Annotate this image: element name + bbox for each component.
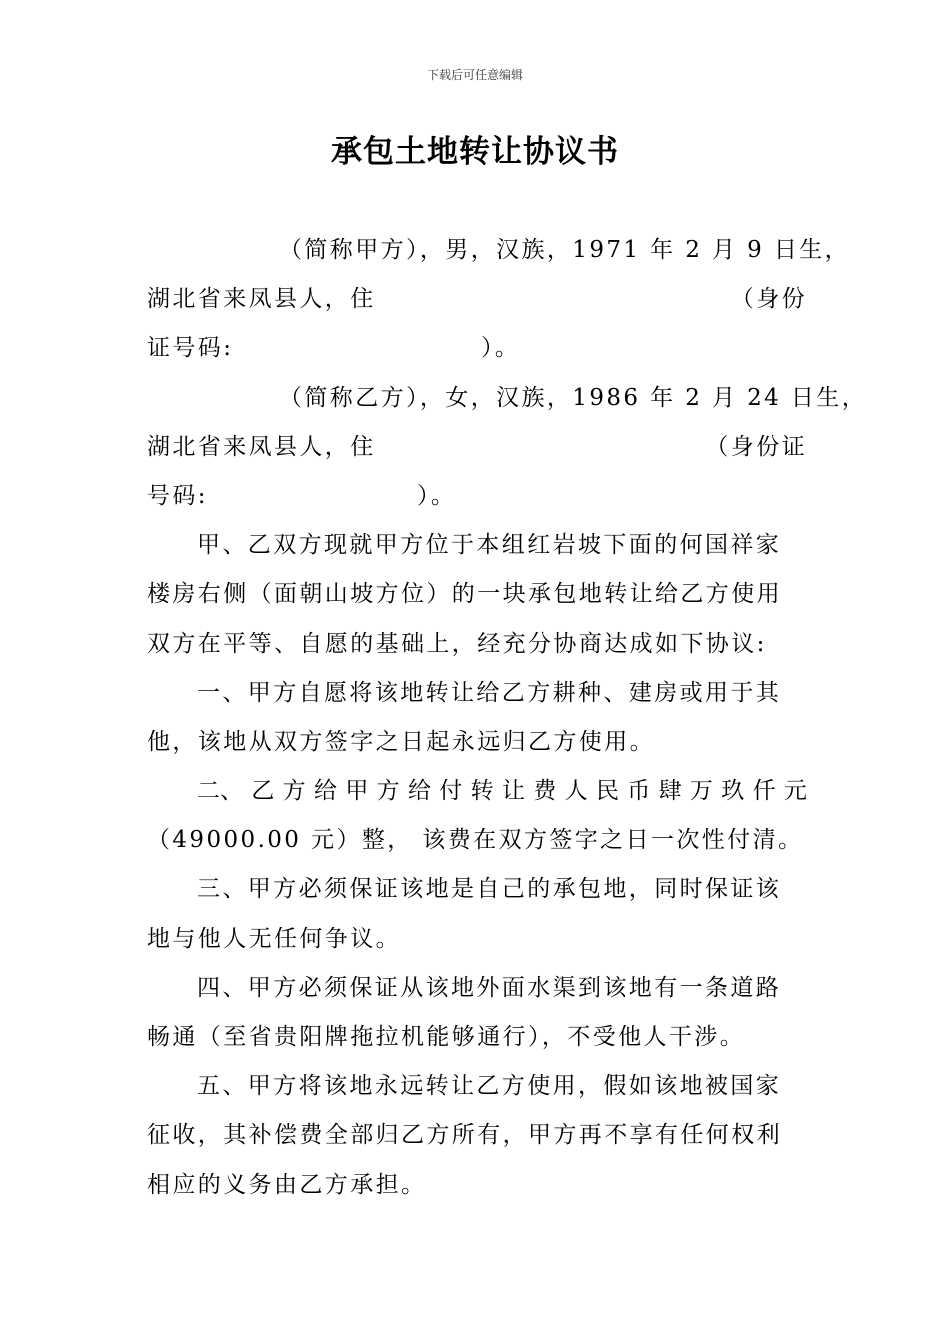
clause-2-char: 甲 — [345, 778, 369, 805]
clause-2-char: 给 — [313, 778, 337, 805]
document-body — [147, 226, 868, 1210]
party-a-line-3 — [147, 324, 807, 373]
party-a-id-close: ）。 — [481, 335, 521, 362]
clause-5-line-1: 五、甲方将该地永远转让乙方使用，假如该地被国家 — [197, 1073, 782, 1100]
clause-3-line-2: 地与他人无任何争议。 — [147, 925, 401, 952]
party-b-line-1: （简称乙方），女，汉族，1986 年 2 月 24 日生， — [279, 384, 868, 411]
clause-2-char: 费 — [533, 778, 557, 805]
party-b-address-label: 湖北省来凤县人，住 — [147, 433, 376, 460]
party-a-id-number-label: 证号码: — [147, 335, 234, 362]
clause-1-line-1: 一、甲方自愿将该地转让给乙方耕种、建房或用于其 — [197, 679, 782, 706]
clause-5-line-2: 征收，其补偿费全部归乙方所有，甲方再不享有任何权利 — [147, 1122, 782, 1149]
clause-2-char: 万 — [689, 778, 713, 805]
clause-2-char: 让 — [501, 778, 525, 805]
clause-5-line-3: 相应的义务由乙方承担。 — [147, 1171, 427, 1198]
clause-2-char: 二、 — [197, 778, 243, 805]
clause-4-line-2: 畅通（至省贵阳牌拖拉机能够通行），不受他人干涉。 — [147, 1024, 746, 1050]
intro-line-1: 甲、乙双方现就甲方位于本组红岩坡下面的何国祥家 — [197, 532, 782, 559]
clause-1-line-2: 他，该地从双方签字之日起永远归乙方使用。 — [147, 728, 655, 755]
clause-2-line-1 — [147, 767, 807, 816]
party-a-address-label: 湖北省来凤县人，住 — [147, 286, 376, 313]
party-b-line-3 — [147, 472, 807, 521]
clause-2-char: 给 — [407, 778, 431, 805]
clause-2-char: 付 — [439, 778, 463, 805]
clause-2-char: 乙 — [251, 778, 275, 805]
clause-2-char: 币 — [627, 778, 651, 805]
clause-2-char: 玖 — [721, 778, 745, 805]
document-title: 承包土地转让协议书 — [331, 134, 619, 170]
party-b-id-number-label: 号码: — [147, 482, 208, 509]
party-a-line-1: （简称甲方），男，汉族，1971 年 2 月 9 日生， — [279, 237, 851, 263]
clause-2-char: 元 — [783, 778, 807, 805]
clause-2-char: 仟 — [752, 778, 776, 805]
clause-2-char: 转 — [470, 778, 494, 805]
clause-2-line-2: （49000.00 元）整， 该费在双方签字之日一次性付清。 — [147, 827, 804, 854]
clause-2-char: 肆 — [658, 778, 682, 805]
clause-4-line-1: 四、甲方必须保证从该地外面水渠到该地有一条道路 — [197, 974, 782, 1001]
party-a-line-2 — [147, 275, 807, 324]
party-b-line-2 — [147, 423, 807, 472]
intro-line-3: 双方在平等、自愿的基础上，经充分协商达成如下协议: — [147, 630, 767, 657]
intro-line-2: 楼房右侧（面朝山坡方位）的一块承包地转让给乙方使用 — [147, 581, 782, 608]
clause-2-char: 方 — [376, 778, 400, 805]
clause-3-line-1: 三、甲方必须保证该地是自己的承包地，同时保证该 — [197, 876, 782, 903]
party-b-id-label: （身份证 — [705, 433, 807, 460]
party-a-id-label: （身份 — [730, 286, 807, 313]
clause-2-char: 人 — [564, 778, 588, 805]
header-note: 下载后可任意编辑 — [426, 68, 523, 82]
party-b-id-close: ）。 — [417, 482, 457, 509]
clause-2-char: 方 — [282, 778, 306, 805]
clause-2-char: 民 — [595, 778, 619, 805]
